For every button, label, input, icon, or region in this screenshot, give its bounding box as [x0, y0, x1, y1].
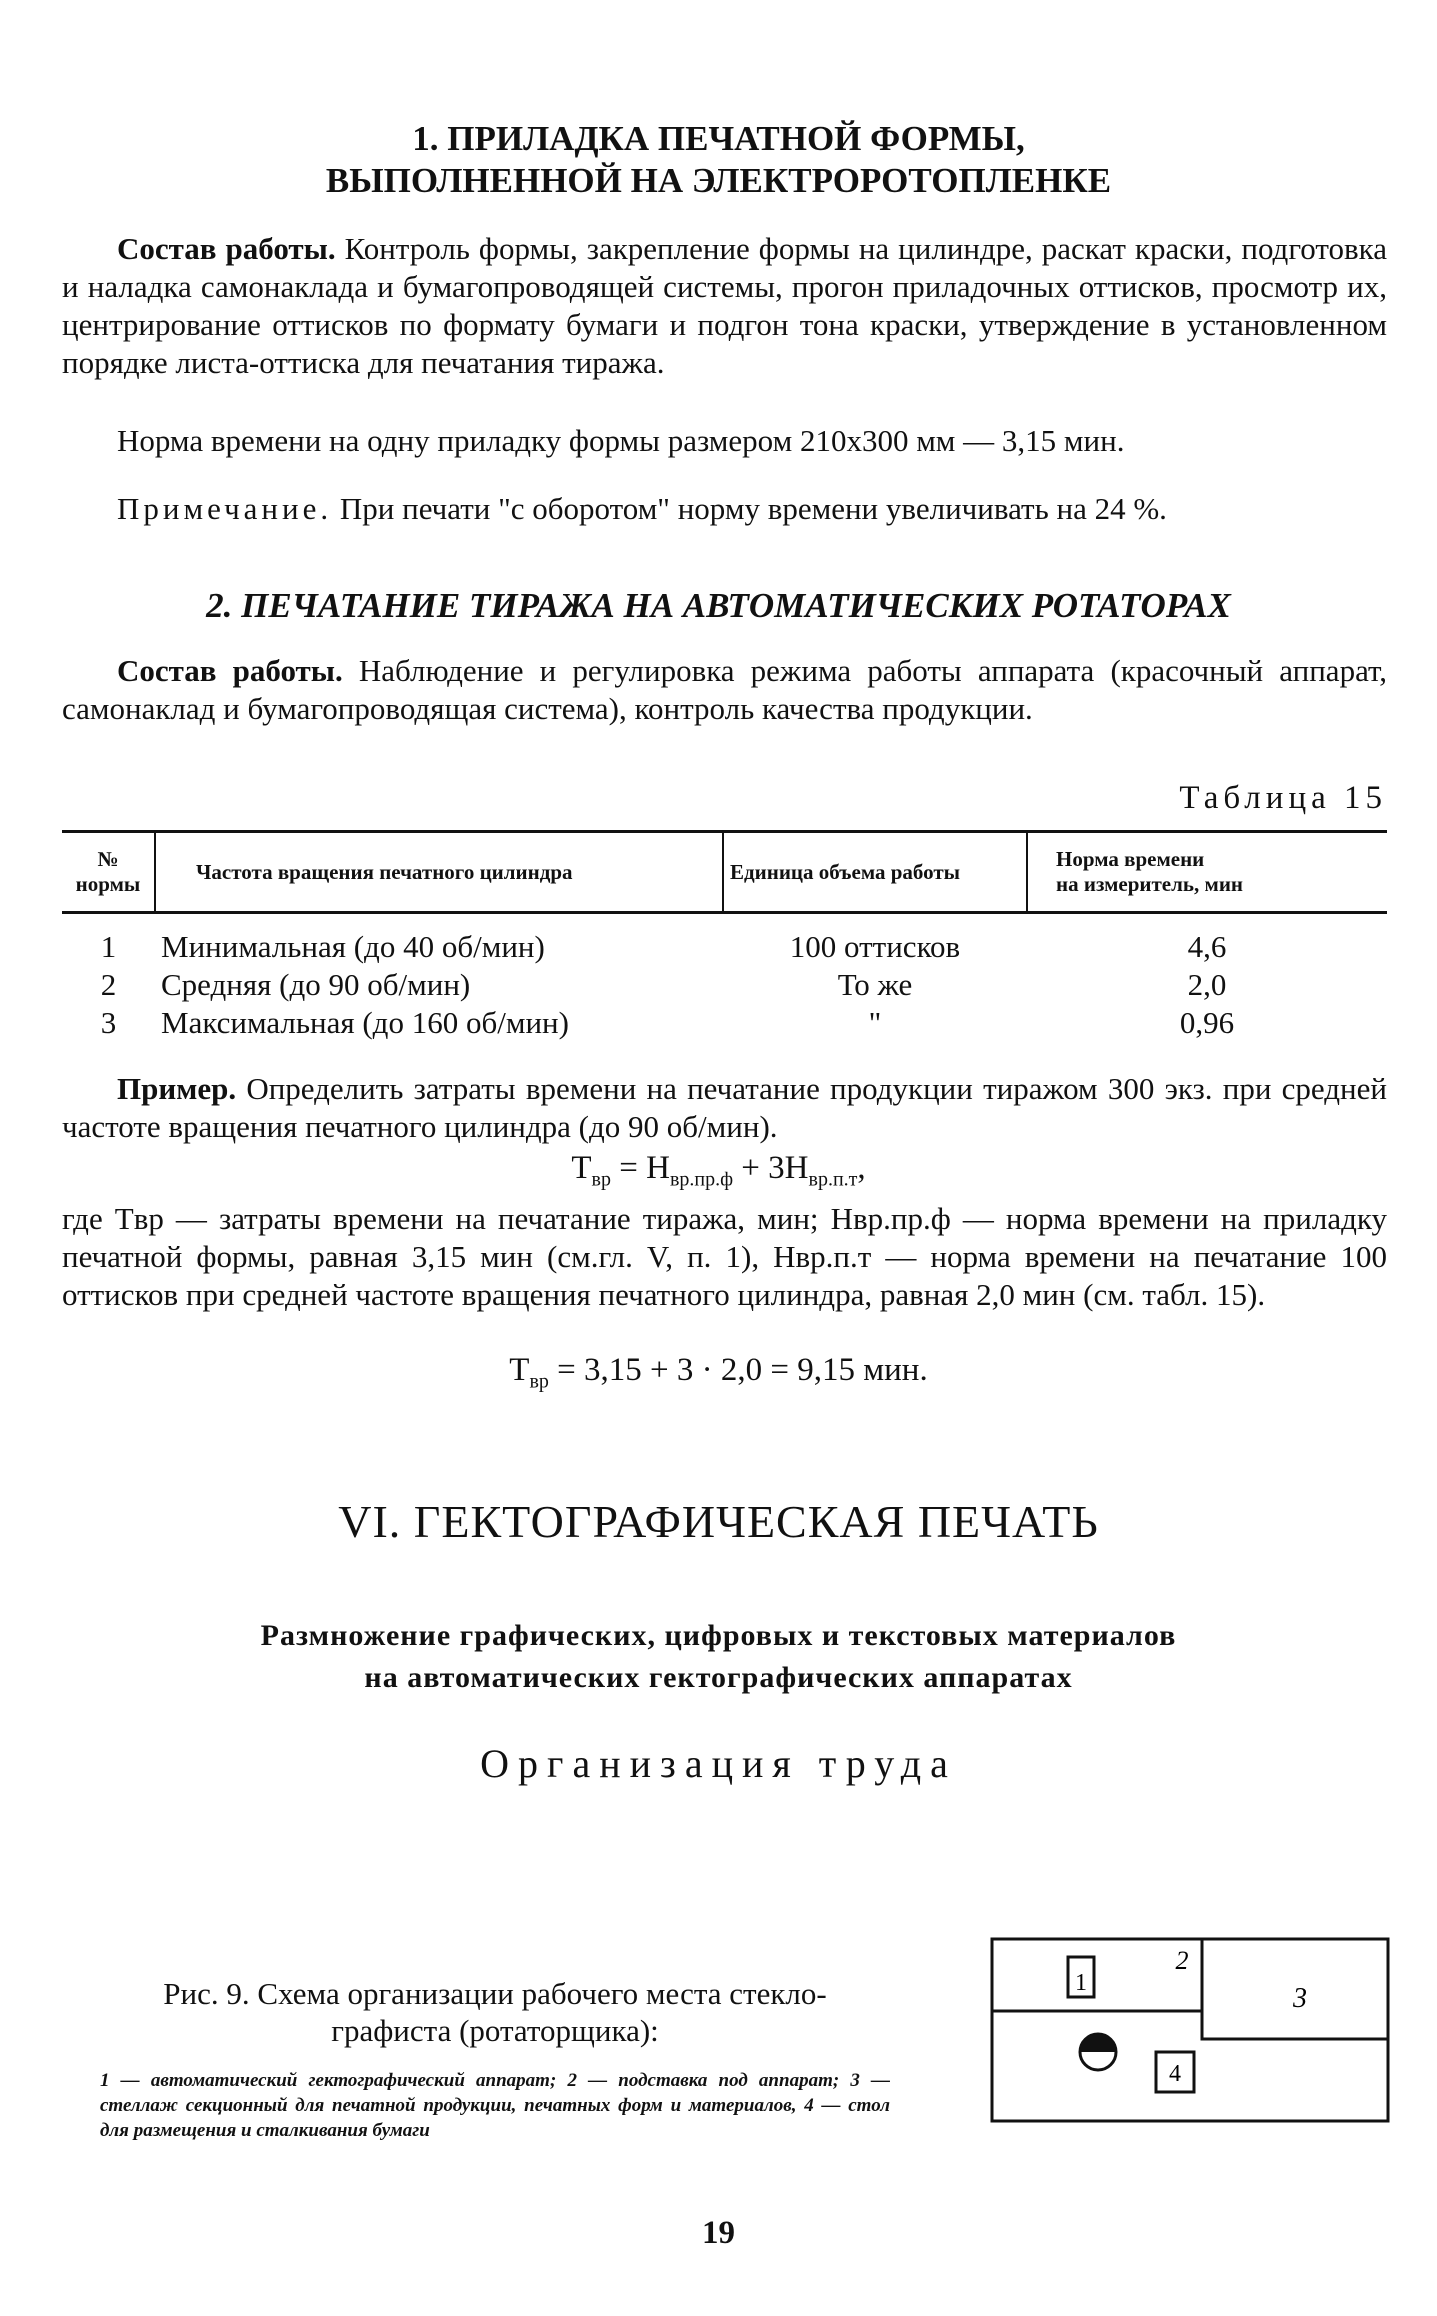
row-num: 3: [100, 1005, 117, 1040]
row-norm: 2,0: [1187, 967, 1227, 1002]
formula-line: [0, 1150, 1437, 1192]
example-label: Пример.: [117, 1071, 237, 1106]
table-row: [62, 1004, 1387, 1042]
label-4: 4: [1169, 2061, 1181, 2087]
header-unit: Единица объема работы: [723, 832, 1027, 913]
label-1: 1: [1075, 1970, 1087, 1996]
row-num: 2: [100, 967, 117, 1002]
row-num: 1: [100, 929, 117, 964]
row-norm: 0,96: [1179, 1005, 1235, 1040]
section2-work-paragraph: [62, 652, 1387, 728]
section1-work-paragraph: [62, 230, 1387, 382]
section1-note: [62, 490, 1387, 528]
stand-outline: [992, 1939, 1202, 2011]
page-number: 19: [702, 2215, 735, 2251]
result-rest: = 3,15 + 3 · 2,0 = 9,15 мин.: [548, 1352, 928, 1388]
header-num: [62, 832, 155, 913]
table-caption: Таблица 15: [1179, 780, 1387, 816]
section2-work-label: Состав работы.: [117, 653, 343, 688]
figure-caption: [100, 1975, 890, 2049]
section1-title-line1: 1. ПРИЛАДКА ПЕЧАТНОЙ ФОРМЫ,: [412, 119, 1025, 158]
header-freq: Частота вращения печатного цилиндра: [155, 832, 723, 913]
formula-plus: + 3H: [733, 1150, 809, 1186]
section1-norm: Норма времени на одну приладку формы размером 210х300 мм — 3,15 мин.: [117, 423, 1125, 458]
chapter-subtitle-line1: Размножение графических, цифровых и текстовых материалов: [260, 1619, 1177, 1652]
section1-title-line2: ВЫПОЛНЕННОЙ НА ЭЛЕКТРОРОТОПЛЕНКЕ: [325, 161, 1112, 200]
table-row: [62, 928, 1387, 966]
figure-caption-line1: Рис. 9. Схема организации рабочего места стекло-: [163, 1976, 827, 2011]
figure-caption-line2: графиста (ротаторщика):: [331, 2013, 659, 2048]
table-row: [62, 966, 1387, 1004]
chapter-subtitle: [0, 1615, 1437, 1699]
table-header-row: [62, 832, 1387, 913]
result-t-sub: вр: [529, 1370, 549, 1393]
example-text: Определить затраты времени на печатание продукции тиражом 300 экз. при средней частоте вращения печатного цилиндра (до 90 об/мин).: [62, 1071, 1387, 1144]
row-freq: Минимальная (до 40 об/мин): [161, 929, 545, 964]
figure-legend: 1 — автоматический гектографический аппарат; 2 — подставка под аппарат; 3 — стеллаж секционный для печатной продукции, печатных форм и материалов, 4 — стол для размещения и сталкивания бумаги: [100, 2070, 890, 2141]
header-norm: [1027, 832, 1387, 913]
formula-t-sub: вр: [591, 1168, 611, 1191]
section1-work-label: Состав работы.: [117, 231, 336, 266]
row-unit: То же: [837, 967, 913, 1002]
section1-note-text: При печати "с оборотом" норму времени увеличивать на 24 %.: [332, 491, 1167, 526]
section2-title: 2. ПЕЧАТАНИЕ ТИРАЖА НА АВТОМАТИЧЕСКИХ РОТАТОРАХ: [206, 586, 1231, 625]
formula-h1-sub: вр.пр.ф: [669, 1168, 734, 1191]
norms-table: [62, 830, 1387, 1042]
result-line: [0, 1352, 1437, 1394]
section2-work-text: Наблюдение и регулировка режима работы аппарата (красочный аппарат, самонаклад и бумагопроводящая система), контроль качества продукции.: [62, 653, 1387, 726]
section1-title: [0, 118, 1437, 202]
example-paragraph: [62, 1070, 1387, 1146]
label-3: 3: [1293, 1983, 1307, 2014]
row-freq: Максимальная (до 160 об/мин): [161, 1005, 569, 1040]
organization-title: Организация труда: [480, 1741, 957, 1786]
chapter-title: VI. ГЕКТОГРАФИЧЕСКАЯ ПЕЧАТЬ: [338, 1496, 1099, 1547]
row-unit: ": [868, 1005, 882, 1040]
header-num-line2: нормы: [75, 872, 141, 896]
header-num-line1: №: [97, 847, 119, 871]
header-norm-line2: на измеритель, мин: [1056, 872, 1244, 896]
result-t: T: [509, 1352, 530, 1388]
label-2: 2: [1175, 1946, 1189, 1975]
section1-work-text: Контроль формы, закрепление формы на цилиндре, раскат краски, подготовка и наладка самонаклада и бумагопроводящей системы, прогон приладочных оттисков, просмотр их, центрирование оттисков по формату бумаги и подгон тона краски, утверждение в установленном порядке листа-оттиска для печатания тиража.: [62, 231, 1387, 380]
workplace-outline: [992, 1939, 1388, 2121]
row-unit: 100 оттисков: [789, 929, 961, 964]
formula-t: T: [571, 1150, 592, 1186]
row-norm: 4,6: [1187, 929, 1227, 964]
chapter-subtitle-line2: на автоматических гектографических аппаратах: [364, 1661, 1073, 1694]
formula-explanation: где Tвр — затраты времени на печатание тиража, мин; Hвр.пр.ф — норма времени на приладку печатной формы, равная 3,15 мин (см.гл. V, п. 1), Hвр.п.т — норма времени на печатание 100 оттисков при средней частоте вращения печатного цилиндра, равная 2,0 мин (см. табл. 15).: [62, 1201, 1387, 1312]
formula-eq: = H: [610, 1150, 670, 1186]
formula-end: ,: [857, 1150, 866, 1186]
workplace-diagram: [990, 1937, 1390, 2123]
section1-note-label: Примечание.: [117, 491, 333, 526]
row-freq: Средняя (до 90 об/мин): [161, 967, 471, 1002]
operator-head-fill: [1080, 2034, 1116, 2052]
header-norm-line1: Норма времени: [1056, 847, 1205, 871]
formula-h2-sub: вр.п.т: [808, 1168, 858, 1191]
table-row: [62, 913, 1387, 929]
